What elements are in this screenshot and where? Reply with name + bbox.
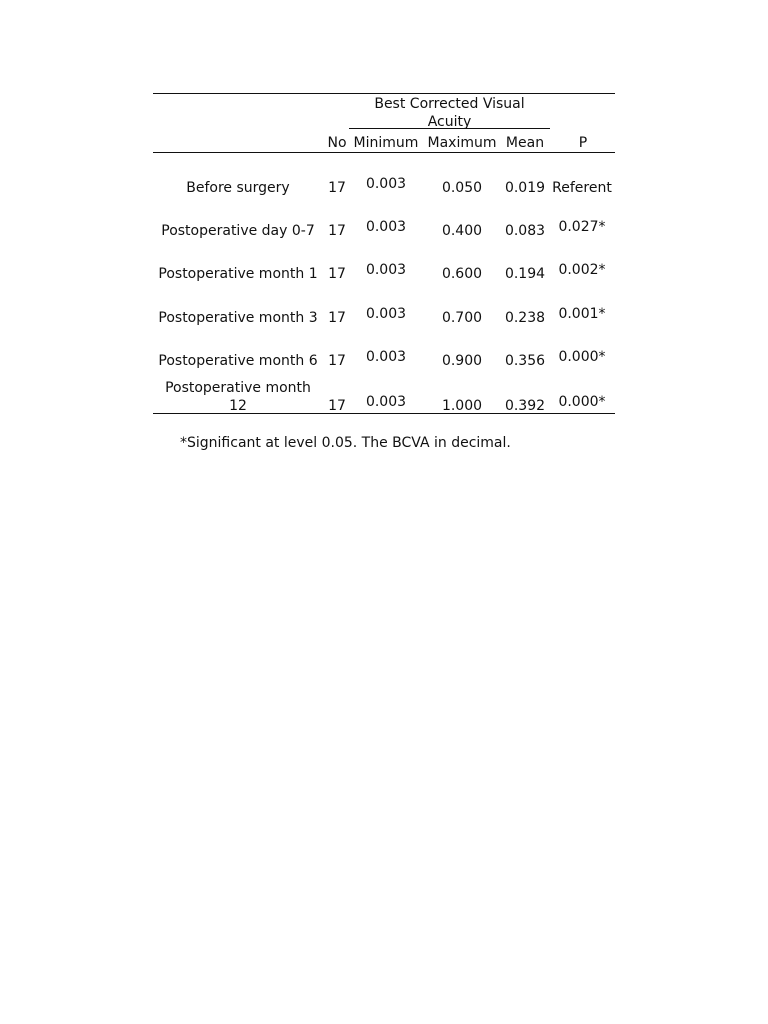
cell-p: 0.027* — [558, 219, 606, 235]
col-header-maximum: Maximum — [427, 135, 497, 151]
cell-min: 0.003 — [365, 394, 407, 410]
cell-no: 17 — [328, 180, 346, 196]
group-header-line2: Acuity — [427, 114, 472, 130]
cell-min: 0.003 — [365, 262, 407, 278]
cell-no: 17 — [328, 310, 346, 326]
col-header-no: No — [327, 135, 347, 151]
cell-max: 1.000 — [441, 398, 483, 414]
cell-min: 0.003 — [365, 219, 407, 235]
cell-mean: 0.019 — [504, 180, 546, 196]
cell-min: 0.003 — [365, 349, 407, 365]
cell-mean: 0.083 — [504, 223, 546, 239]
cell-mean: 0.194 — [504, 266, 546, 282]
group-header-line1: Best Corrected Visual — [374, 96, 525, 112]
table-top-rule — [153, 93, 615, 94]
row-label — [153, 379, 323, 415]
cell-max: 0.400 — [441, 223, 483, 239]
row-label-line2: 12 — [229, 398, 247, 414]
cell-p: 0.000* — [558, 394, 606, 410]
cell-min: 0.003 — [365, 306, 407, 322]
cell-no: 17 — [328, 353, 346, 369]
cell-max: 0.700 — [441, 310, 483, 326]
header-bottom-rule — [153, 152, 615, 153]
table-footnote: *Significant at level 0.05. The BCVA in decimal. — [180, 435, 511, 451]
row-label: Postoperative month 6 — [158, 353, 318, 369]
cell-p: 0.002* — [558, 262, 606, 278]
cell-max: 0.900 — [441, 353, 483, 369]
row-label: Postoperative day 0-7 — [161, 223, 315, 239]
cell-no: 17 — [328, 266, 346, 282]
col-header-mean: Mean — [505, 135, 545, 151]
cell-p: 0.000* — [558, 349, 606, 365]
cell-no: 17 — [328, 223, 346, 239]
cell-mean: 0.392 — [504, 398, 546, 414]
cell-max: 0.600 — [441, 266, 483, 282]
cell-p: Referent — [552, 180, 612, 196]
cell-mean: 0.238 — [504, 310, 546, 326]
row-label: Before surgery — [186, 180, 290, 196]
col-header-minimum: Minimum — [353, 135, 419, 151]
row-label: Postoperative month 3 — [158, 310, 318, 326]
cell-min: 0.003 — [365, 176, 407, 192]
cell-p: 0.001* — [558, 306, 606, 322]
row-label: Postoperative month 1 — [158, 266, 318, 282]
group-header-bcva — [349, 95, 550, 131]
col-header-p: P — [578, 135, 588, 151]
cell-mean: 0.356 — [504, 353, 546, 369]
row-label-line1: Postoperative month — [165, 380, 311, 396]
cell-no: 17 — [328, 398, 346, 414]
cell-max: 0.050 — [441, 180, 483, 196]
